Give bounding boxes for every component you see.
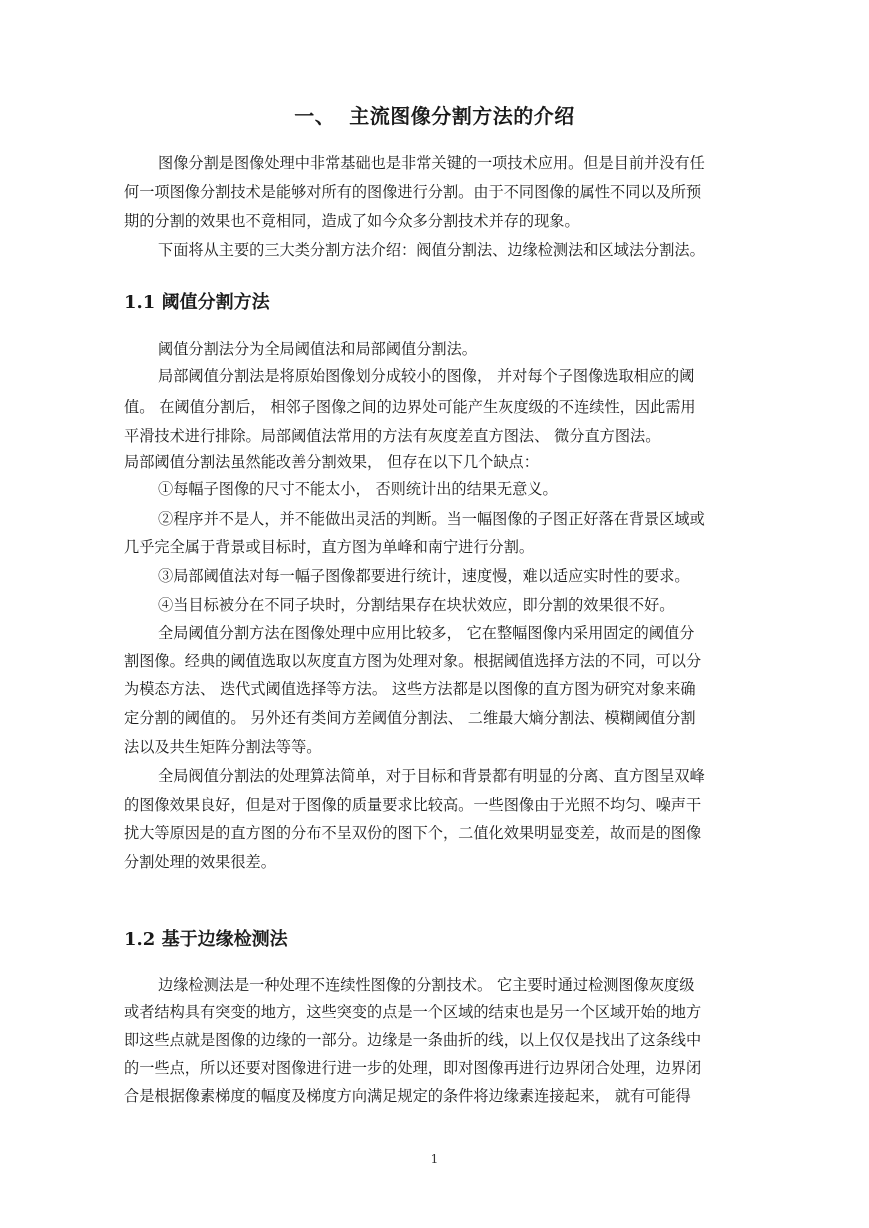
paragraph-line: 或者结构具有突变的地方，这些突变的点是一个区域的结束也是另一个区域开始的地方: [124, 1003, 702, 1021]
paragraph-line: 局部阈值分割法虽然能改善分割效果， 但存在以下几个缺点：: [124, 453, 539, 471]
paragraph-line: 合是根据像素梯度的幅度及梯度方向满足规定的条件将边缘素连接起来， 就有可能得: [124, 1087, 691, 1105]
page-number: 1: [430, 1152, 439, 1166]
paragraph-line: 割图像。经典的阈值选取以灰度直方图为处理对象。根据阈值选择方法的不同，可以分: [124, 652, 702, 670]
intro-line: 何一项图像分割技术是能够对所有的图像进行分割。由于不同图像的属性不同以及所预: [124, 183, 702, 201]
paragraph-line: 阈值分割法分为全局阈值法和局部阈值分割法。: [158, 340, 477, 358]
list-item: ②程序并不是人，并不能做出灵活的判断。当一幅图像的子图正好落在背景区域或: [158, 510, 705, 528]
paragraph-line: 全局阈值分割方法在图像处理中应用比较多， 它在整幅图像内采用固定的阈值分: [158, 624, 695, 642]
paragraph-line: 扰大等原因是的直方图的分布不呈双份的图下个，二值化效果明显变差，故而是的图像: [124, 824, 702, 842]
paragraph-line: 的一些点，所以还要对图像进行进一步的处理，即对图像再进行边界闭合处理，边界闭: [124, 1059, 702, 1077]
paragraph-line: 的图像效果良好，但是对于图像的质量要求比较高。一些图像由于光照不均匀、噪声干: [124, 796, 702, 814]
chapter-title-text: 主流图像分割方法的介绍: [349, 104, 575, 128]
chapter-title: [0, 100, 869, 129]
list-item: ①每幅子图像的尺寸不能太小， 否则统计出的结果无意义。: [158, 480, 558, 498]
intro-line: 图像分割是图像处理中非常基础也是非常关键的一项技术应用。但是目前并没有任: [158, 154, 705, 172]
chapter-number: 一、: [294, 104, 336, 128]
paragraph-line: 即这些点就是图像的边缘的一部分。边缘是一条曲折的线，以上仅仅是找出了这条线中: [124, 1031, 702, 1049]
paragraph-line: 几乎完全属于背景或目标时，直方图为单峰和南宁进行分割。: [124, 538, 535, 556]
paragraph-line: 值。 在阈值分割后， 相邻子图像之间的边界处可能产生灰度级的不连续性，因此需用: [124, 398, 696, 416]
list-item: ④当目标被分在不同子块时，分割结果存在块状效应，即分割的效果很不好。: [158, 596, 675, 614]
section-heading-1-2: 1.2 基于边缘检测法: [124, 929, 288, 950]
paragraph-line: 局部阈值分割法是将原始图像划分成较小的图像， 并对每个子图像选取相应的阈: [158, 367, 695, 385]
paragraph-line: 法以及共生矩阵分割法等等。: [124, 738, 322, 756]
paragraph-line: 分割处理的效果很差。: [124, 853, 276, 871]
paragraph-line: 边缘检测法是一种处理不连续性图像的分割技术。 它主要时通过检测图像灰度级: [158, 976, 695, 994]
intro-line: 下面将从主要的三大类分割方法介绍：阀值分割法、边缘检测法和区域法分割法。: [158, 241, 705, 259]
paragraph-line: 平滑技术进行排除。局部阈值法常用的方法有灰度差直方图法、 微分直方图法。: [124, 427, 661, 445]
list-item: ③局部阈值法对每一幅子图像都要进行统计，速度慢，难以适应实时性的要求。: [158, 567, 690, 585]
section-heading-1-1: 1.1 阈值分割方法: [124, 292, 270, 313]
paragraph-line: 定分割的阈值的。 另外还有类间方差阈值分割法、 二维最大熵分割法、模糊阈值分割: [124, 709, 696, 727]
paragraph-line: 为模态方法、 迭代式阈值选择等方法。 这些方法都是以图像的直方图为研究对象来确: [124, 680, 696, 698]
paragraph-line: 全局阀值分割法的处理算法简单，对于目标和背景都有明显的分离、直方图呈双峰: [158, 767, 705, 785]
intro-line: 期的分割的效果也不竟相同，造成了如今众多分割技术并存的现象。: [124, 212, 580, 230]
